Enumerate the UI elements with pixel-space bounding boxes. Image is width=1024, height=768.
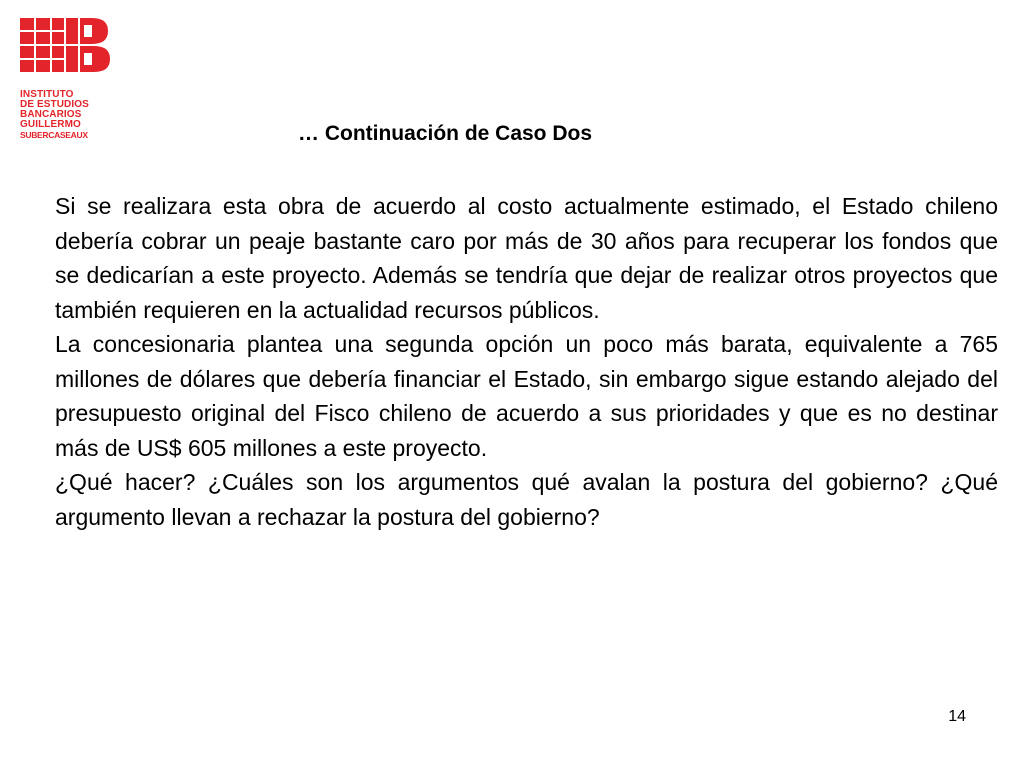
logo-wordmark — [20, 90, 112, 140]
logo-line: INSTITUTO — [20, 89, 74, 100]
paragraph-second-option: La concesionaria plantea una segunda opción un poco más barata, equivalente a 765 millones de dólares que debería financiar el Estado, sin embargo sigue estando alejado del presupuesto original del Fisco chileno de acuerdo a sus prioridades y que es no destinar más de US$ 605 millones a este proyecto. — [55, 331, 998, 461]
logo-line: GUILLERMO — [20, 119, 81, 130]
slide-title: … Continuación de Caso Dos — [298, 122, 593, 145]
logo-line: SUBERCASEAUX — [20, 130, 88, 140]
slide-body — [55, 189, 998, 534]
logo-line: BANCARIOS — [20, 109, 82, 120]
ieb-logo-mark — [18, 16, 112, 74]
paragraph-cost-estimate: Si se realizara esta obra de acuerdo al costo actualmente estimado, el Estado chileno debería cobrar un peaje bastante caro por más de 30 años para recuperar los fondos que se dedicarían a este proyecto. Además se tendría que dejar de realizar otros proyectos que también requieren en la actualidad recursos públicos. — [55, 193, 998, 323]
page-number: 14 — [948, 708, 966, 725]
paragraph-questions: ¿Qué hacer? ¿Cuáles son los argumentos qué avalan la postura del gobierno? ¿Qué argumento llevan a rechazar la postura del gobierno? — [55, 469, 998, 530]
logo-line: DE ESTUDIOS — [20, 99, 89, 110]
institution-logo — [18, 16, 112, 146]
